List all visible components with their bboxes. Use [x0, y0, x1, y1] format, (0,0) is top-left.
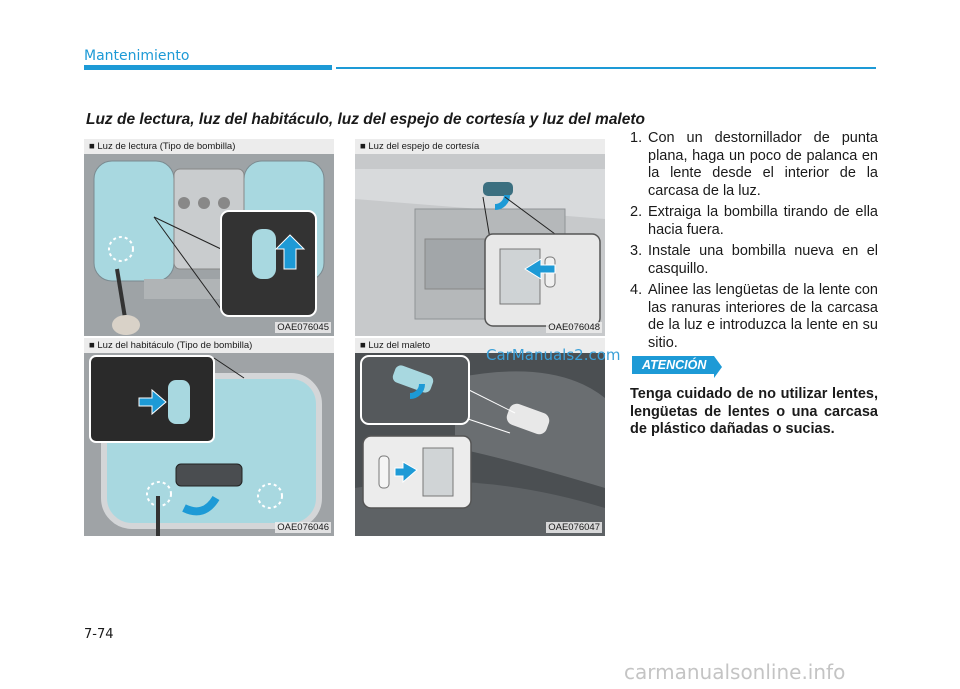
step-text: Con un destornillador de punta plana, haga un poco de palanca en la lente desde el interior de la carcasa de la luz. [648, 130, 878, 199]
figure-code: OAE076048 [548, 322, 600, 333]
step-item [630, 130, 878, 200]
step-number: 3. [630, 243, 643, 259]
luggage-lamp-illustration [355, 338, 605, 536]
step-number: 4. [630, 282, 643, 298]
step-text: Extraiga la bombilla tirando de ella hacia fuera. [648, 204, 878, 238]
page-number: 7-74 [84, 627, 114, 642]
step-text: Alinee las lengüetas de la lente con las ranuras interiores de la carcasa de la luz e introduzca la lente en su sitio. [648, 282, 878, 351]
figure-luggage-lamp [355, 338, 605, 536]
step-number: 2. [630, 204, 643, 220]
watermark-carmanualsonline: carmanualsonline.info [624, 660, 846, 684]
step-text: Instale una bombilla nueva en el casquillo. [648, 243, 878, 277]
figure-code: OAE076046 [277, 522, 329, 533]
figure-caption: ■ Luz del espejo de cortesía [355, 139, 605, 154]
room-lamp-illustration [84, 338, 334, 536]
section-title: Mantenimiento [84, 48, 190, 64]
instruction-steps [630, 130, 878, 356]
figure-caption: ■ Luz del maleto [355, 338, 605, 353]
reading-lamp-illustration [84, 139, 334, 336]
figure-caption: ■ Luz de lectura (Tipo de bombilla) [84, 139, 334, 154]
figure-room-lamp [84, 338, 334, 536]
step-item [630, 204, 878, 239]
watermark-carmanuals: CarManuals2.com [486, 346, 621, 364]
step-item [630, 282, 878, 352]
figure-vanity-mirror-lamp [355, 139, 605, 336]
header-rule-thin [336, 67, 876, 69]
step-item [630, 243, 878, 278]
caution-text: Tenga cuidado de no utilizar lentes, lengüetas de lentes o una carcasa de plástico dañadas o sucias. [630, 386, 878, 437]
vanity-mirror-illustration [355, 139, 605, 336]
figure-code: OAE076047 [548, 522, 600, 533]
figure-caption: ■ Luz del habitáculo (Tipo de bombilla) [84, 338, 334, 353]
page-heading: Luz de lectura, luz del habitáculo, luz del espejo de cortesía y luz del maleto [86, 111, 645, 128]
step-number: 1. [630, 130, 643, 146]
header-rule-thick [84, 65, 332, 70]
caution-badge: ATENCIÓN [632, 356, 714, 374]
figure-code: OAE076045 [277, 322, 329, 333]
figure-reading-lamp [84, 139, 334, 336]
